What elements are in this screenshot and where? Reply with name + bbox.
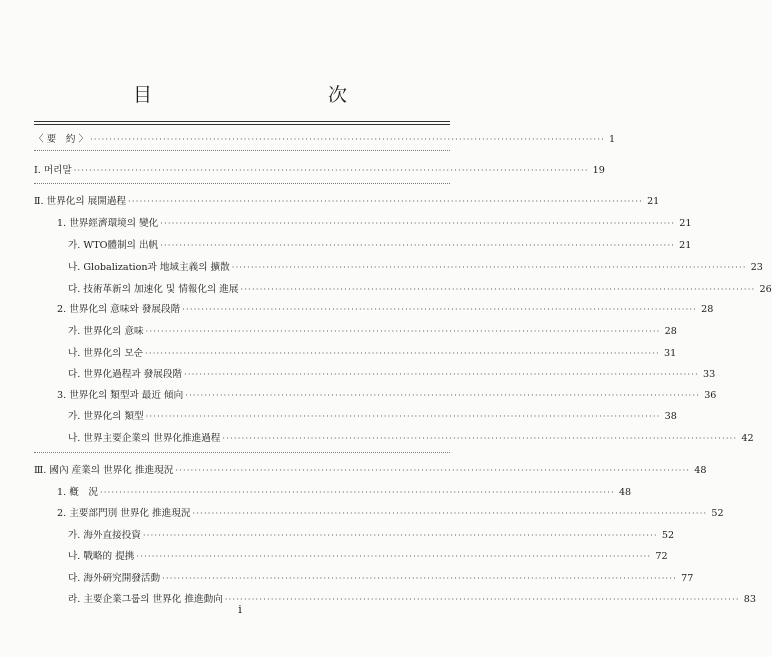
- dot-leader: ······································································································································: [162, 574, 678, 583]
- dot-leader: ······································································································································: [182, 305, 698, 314]
- dot-leader: ······································································································································: [145, 349, 660, 358]
- toc-entry-label: 다. 世界化過程과 發展段階: [68, 369, 183, 380]
- toc-entry-page: 23: [750, 262, 763, 273]
- toc-entry-label: 나. 世界主要企業의 世界化推進過程: [68, 433, 221, 444]
- toc-entry-label: 1. 世界經濟環境의 變化: [57, 218, 159, 229]
- dot-leader: ······································································································································: [160, 241, 676, 250]
- toc-entry-page: 21: [647, 196, 660, 207]
- toc-entry-label: 다. 技術革新의 加速化 및 情報化의 進展: [68, 284, 239, 295]
- dot-leader: ······································································································································: [145, 412, 661, 421]
- toc-entry-page: 28: [664, 326, 677, 337]
- toc-entry-label: 〈 要 約 〉: [34, 134, 89, 145]
- dot-leader: ······································································································································: [224, 595, 740, 604]
- toc-entry-page: 19: [592, 165, 605, 176]
- toc-entry-page: 83: [743, 594, 756, 605]
- toc-entry-page: 48: [618, 487, 632, 498]
- dot-leader: ······································································································································: [175, 466, 691, 475]
- toc-entry-subsection[interactable]: [68, 280, 772, 296]
- toc-entry-page: 77: [681, 573, 694, 584]
- toc-entry-chapter-1[interactable]: [34, 161, 605, 177]
- toc-entry-page: 1: [609, 134, 616, 145]
- toc-entry-subsection[interactable]: [68, 236, 692, 252]
- toc-entry-label: 나. 世界化의 모순: [68, 348, 144, 359]
- dot-leader: ······································································································································: [136, 552, 652, 561]
- toc-entry-page: 52: [711, 508, 724, 519]
- toc-entry-page: 36: [704, 390, 717, 401]
- dot-leader: ······································································································································: [231, 263, 747, 272]
- dot-leader: ······································································································································: [192, 509, 708, 518]
- toc-entry-chapter-2[interactable]: [34, 192, 660, 208]
- toc-entry-page: 21: [679, 218, 692, 229]
- toc-entry-page: 48: [694, 465, 707, 476]
- toc-entry-section[interactable]: [57, 300, 714, 316]
- toc-entry-subsection[interactable]: [68, 365, 716, 381]
- toc-entry-page: 38: [664, 411, 677, 422]
- toc-entry-page: 42: [741, 433, 754, 444]
- dot-leader: ······································································································································: [222, 434, 738, 443]
- toc-entry-subsection[interactable]: [68, 344, 677, 360]
- dot-leader: ······································································································································: [185, 391, 701, 400]
- toc-entry-subsection[interactable]: [68, 407, 677, 423]
- chapter-divider: [34, 183, 450, 184]
- toc-entry-page: 21: [679, 240, 692, 251]
- toc-entry-subsection[interactable]: [68, 526, 675, 542]
- toc-entry-subsection[interactable]: [68, 569, 694, 585]
- toc-entry-section[interactable]: [57, 386, 717, 402]
- toc-entry-label: 가. 海外直接投資: [68, 530, 141, 541]
- dot-leader: ······································································································································: [90, 135, 606, 144]
- toc-entry-section[interactable]: [57, 504, 724, 520]
- toc-entry-label: 라. 主要企業그룹의 世界化 推進動向: [68, 594, 223, 605]
- toc-entry-page: 26: [759, 284, 772, 295]
- dot-leader: ······································································································································: [145, 327, 661, 336]
- toc-entry-subsection[interactable]: [68, 429, 754, 445]
- dot-leader: ······································································································································: [160, 219, 676, 228]
- toc-entry-label: 2. 世界化의 意味와 發展段階: [57, 304, 181, 315]
- toc-entry-section[interactable]: [57, 483, 632, 499]
- toc-entry-label: Ⅲ. 國內 産業의 世界化 推進現況: [34, 465, 174, 476]
- toc-entry-subsection[interactable]: [68, 322, 677, 338]
- toc-entry-summary[interactable]: [34, 130, 616, 146]
- dot-leader: ······································································································································: [73, 166, 589, 175]
- toc-entry-page: 52: [661, 530, 675, 541]
- toc-entry-label: Ⅰ. 머리말: [34, 165, 72, 176]
- toc-entry-label: Ⅱ. 世界化의 展開過程: [34, 196, 127, 207]
- page-number: i: [238, 603, 242, 616]
- toc-entry-page: 31: [663, 348, 677, 359]
- toc-entry-subsection[interactable]: [68, 258, 763, 274]
- chapter-divider: [34, 452, 450, 453]
- toc-entry-page: 33: [703, 369, 716, 380]
- toc-entry-section[interactable]: [57, 214, 692, 230]
- toc-entry-label: 나. 戰略的 提携: [68, 551, 135, 562]
- toc-entry-label: 가. 世界化의 意味: [68, 326, 144, 337]
- toc-entry-page: 72: [655, 551, 668, 562]
- toc-entry-label: 가. WTO體制의 出帆: [68, 240, 159, 251]
- toc-entry-label: 1. 槪 況: [57, 487, 98, 498]
- toc-entry-label: 가. 世界化의 類型: [68, 411, 144, 422]
- toc-entry-label: 2. 主要部門別 世界化 推進現況: [57, 508, 191, 519]
- toc-entry-chapter-3[interactable]: [34, 461, 707, 477]
- dot-leader: ······································································································································: [184, 370, 699, 379]
- chapter-divider: [34, 150, 450, 151]
- dot-leader: ······································································································································: [99, 488, 615, 497]
- dot-leader: ······································································································································: [142, 531, 658, 540]
- toc-entry-subsection[interactable]: [68, 547, 668, 563]
- dot-leader: ······································································································································: [240, 285, 756, 294]
- toc-entry-label: 다. 海外硏究開發活動: [68, 573, 161, 584]
- dot-leader: ······································································································································: [128, 197, 644, 206]
- page-title: 目 次: [132, 84, 393, 106]
- toc-entry-label: 나. Globalization과 地域主義의 擴散: [68, 262, 230, 273]
- toc-entry-page: 28: [701, 304, 714, 315]
- toc-entry-label: 3. 世界化의 類型과 最近 傾向: [57, 390, 184, 401]
